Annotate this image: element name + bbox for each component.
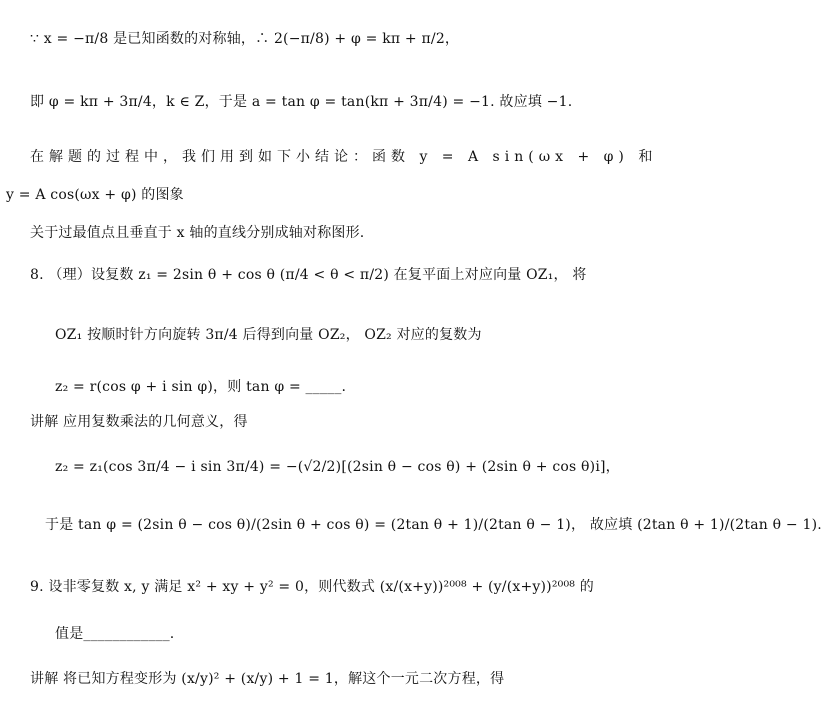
text-line-5: 关于过最值点且垂直于 x 轴的直线分别成轴对称图形. bbox=[30, 225, 365, 241]
solution-8-result: 于是 tan φ = (2sin θ − cos θ)/(2sin θ + cos θ) = (2tan θ + 1)/(2tan θ − 1)， 故应填 (2tan θ + 1)/(2tan θ − 1). bbox=[45, 517, 822, 533]
text-line-3: 在解题的过程中，我们用到如下小结论：函数 y = A sin(ωx + φ) 和 bbox=[30, 149, 658, 165]
problem-8-line-1: 8. （理）设复数 z₁ = 2sin θ + cos θ (π/4 < θ < π/2) 在复平面上对应向量 OZ₁， 将 bbox=[30, 267, 587, 283]
text-line-2: 即 φ = kπ + 3π/4，k ∈ Z，于是 a = tan φ = tan(kπ + 3π/4) = −1. 故应填 −1. bbox=[30, 94, 573, 110]
problem-8-line-2: OZ₁ 按顺时针方向旋转 3π/4 后得到向量 OZ₂， OZ₂ 对应的复数为 bbox=[55, 327, 482, 343]
problem-8-line-3: z₂ = r(cos φ + i sin φ)，则 tan φ = _____. bbox=[55, 379, 347, 395]
problem-9-line-2: 值是____________. bbox=[55, 626, 175, 642]
solution-9-intro: 讲解 将已知方程变形为 (x/y)² + (x/y) + 1 = 1，解这个一元二次方程，得 bbox=[30, 671, 505, 687]
solution-8-equation: z₂ = z₁(cos 3π/4 − i sin 3π/4) = −(√2/2)[(2sin θ − cos θ) + (2sin θ + cos θ)i]， bbox=[55, 459, 620, 475]
text-line-1: ∵ x = −π/8 是已知函数的对称轴，∴ 2(−π/8) + φ = kπ + π/2， bbox=[30, 31, 460, 47]
text-line-4: y = A cos(ωx + φ) 的图象 bbox=[6, 187, 184, 203]
solution-8-intro: 讲解 应用复数乘法的几何意义，得 bbox=[30, 414, 248, 430]
problem-9-line-1: 9. 设非零复数 x, y 满足 x² + xy + y² = 0，则代数式 (x/(x+y))²⁰⁰⁸ + (y/(x+y))²⁰⁰⁸ 的 bbox=[30, 579, 594, 595]
